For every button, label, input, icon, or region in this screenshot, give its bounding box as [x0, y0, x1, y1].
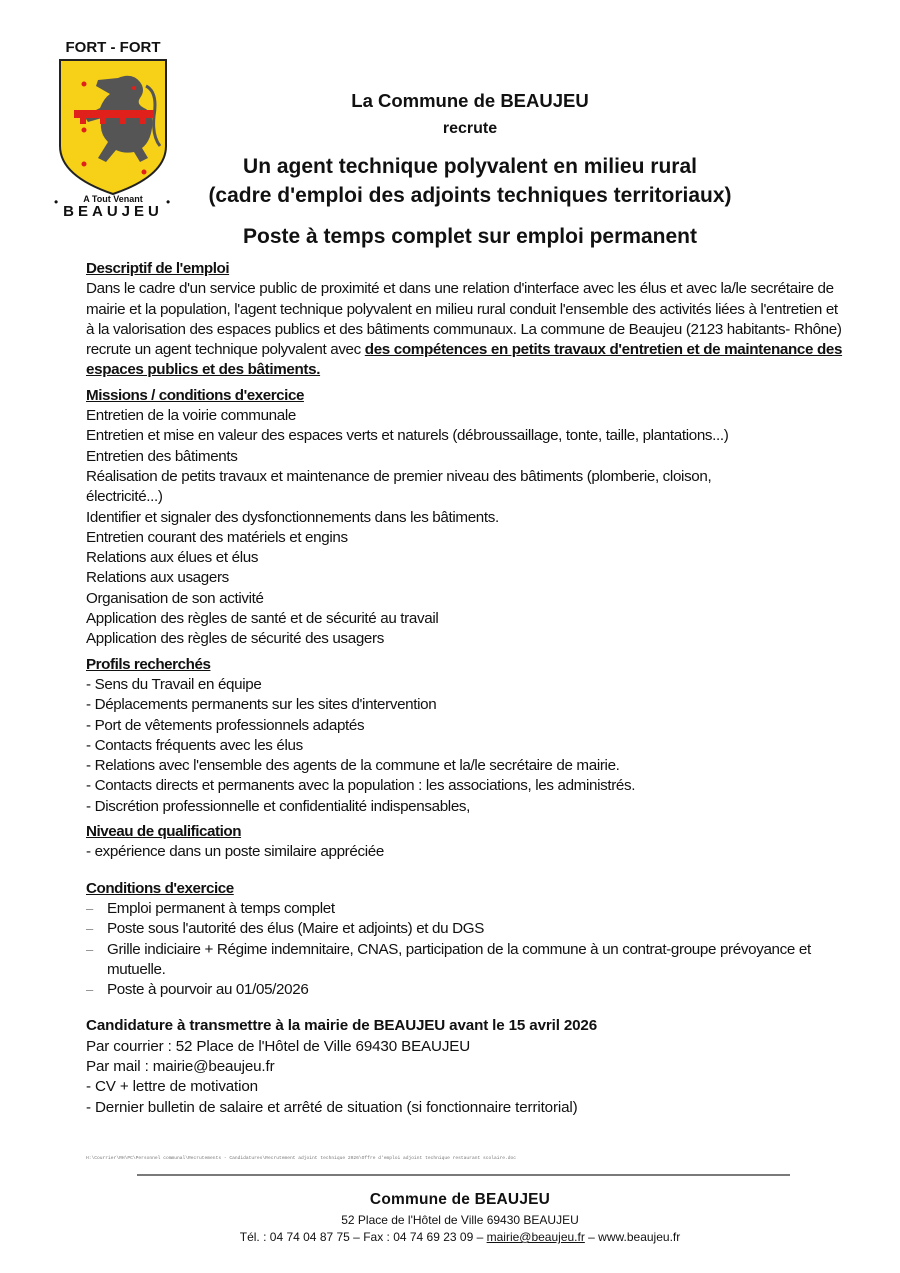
- condition-item: [86, 919, 846, 939]
- qualification-section: [86, 822, 846, 863]
- dash-bullet-icon: –: [86, 900, 93, 916]
- job-title-line2: (cadre d'emploi des adjoints techniques territoriaux): [208, 184, 732, 207]
- candidature-mail: Par mail : mairie@beaujeu.fr: [86, 1057, 275, 1075]
- candidature-doc-item: - Dernier bulletin de salaire et arrêté de situation (si fonctionnaire territorial): [86, 1098, 578, 1116]
- mission-item: Application des règles de santé et de sécurité au travail: [86, 610, 439, 628]
- conditions-title: Conditions d'exercice: [86, 879, 234, 897]
- mission-item: Relations aux élues et élus: [86, 549, 259, 567]
- mission-item: Entretien de la voirie communale: [86, 407, 296, 425]
- footer-tel-fax: Tél. : 04 74 04 87 75 – Fax : 04 74 69 23 09 –: [239, 1230, 487, 1244]
- candidature-section: [86, 1016, 846, 1117]
- document-file-path: H:\Courrier\RH\PC\Personnel communal\Recrutements - Candidatures\Recrutement adjoint technique 2026\Offre d'emploi adjoint technique restaurant scolaire.doc: [86, 1156, 517, 1161]
- profils-section: [86, 655, 846, 817]
- conditions-section: [86, 879, 846, 1001]
- mission-item: Entretien et mise en valeur des espaces verts et naturels (débroussaillage, tonte, taille, plantations...): [86, 427, 729, 445]
- condition-item: [86, 940, 846, 981]
- descriptif-emphasis: des compétences en petits travaux d'entretien et de maintenance des espaces publics et des bâtiments.: [86, 341, 843, 379]
- profil-item: - Discrétion professionnelle et confidentialité indispensables,: [86, 797, 471, 815]
- footer-address: 52 Place de l'Hôtel de Ville 69430 BEAUJEU: [341, 1213, 579, 1227]
- mission-item: Entretien courant des matériels et engins: [86, 528, 348, 546]
- job-title-line1: Un agent technique polyvalent en milieu rural: [243, 155, 697, 178]
- profils-title: Profils recherchés: [86, 655, 211, 673]
- mission-item: Identifier et signaler des dysfonctionnements dans les bâtiments.: [86, 508, 499, 526]
- recrute-label: recrute: [442, 120, 498, 137]
- condition-item: [86, 899, 846, 919]
- mission-item: Réalisation de petits travaux et maintenance de premier niveau des bâtiments (plomberie, cloison, électricité...): [86, 467, 712, 506]
- footer-commune-name: Commune de BEAUJEU: [369, 1191, 551, 1208]
- dash-bullet-icon: –: [86, 921, 93, 937]
- svg-text:A Tout Venant: A Tout Venant: [83, 194, 143, 204]
- dash-bullet-icon: –: [86, 982, 93, 998]
- condition-item: [86, 980, 846, 1000]
- footer-website: – www.beaujeu.fr: [584, 1230, 681, 1244]
- condition-text: Poste à pourvoir au 01/05/2026: [107, 981, 309, 999]
- profil-item: - Relations avec l'ensemble des agents de la commune et la/le secrétaire de mairie.: [86, 757, 620, 775]
- mission-item: Application des règles de sécurité des usagers: [86, 630, 384, 648]
- footer-contact: [200, 1230, 720, 1244]
- svg-text:FORT - FORT: FORT - FORT: [65, 39, 161, 56]
- mission-item: Entretien des bâtiments: [86, 447, 238, 465]
- condition-text: Grille indiciaire + Régime indemnitaire, CNAS, participation de la commune à un contrat-groupe prévoyance et mutuelle.: [107, 940, 811, 978]
- profil-item: - Port de vêtements professionnels adaptés: [86, 716, 365, 734]
- qualification-title: Niveau de qualification: [86, 823, 242, 841]
- descriptif-section: [86, 259, 846, 381]
- missions-section: [86, 386, 846, 650]
- candidature-courrier: Par courrier : 52 Place de l'Hôtel de Ville 69430 BEAUJEU: [86, 1037, 471, 1055]
- footer-divider: [137, 1174, 790, 1176]
- commune-heading: La Commune de BEAUJEU: [351, 90, 589, 111]
- descriptif-paragraph: [86, 279, 846, 380]
- coat-of-arms-icon: [48, 36, 178, 216]
- descriptif-text: Dans le cadre d'un service public de proximité et dans une relation d'interface avec les élus et avec la/le secrétaire de mairie et la population, l'agent technique polyvalent en milieu rural conduit l'ensemble des activités liées à l'entretien et à la valorisation des espaces publics et des bâtiments communaux. La commune de Beaujeu (2123 habitants- Rhône) recrute un agent technique polyvalent avec: [86, 280, 842, 359]
- candidature-title: Candidature à transmettre à la mairie de BEAUJEU avant le 15 avril 2026: [86, 1017, 598, 1035]
- condition-text: Emploi permanent à temps complet: [107, 899, 335, 917]
- svg-text:•: •: [166, 195, 171, 209]
- dash-bullet-icon: –: [86, 941, 93, 957]
- svg-text:BEAUJEU: BEAUJEU: [63, 203, 163, 216]
- mission-item: Organisation de son activité: [86, 589, 264, 607]
- profil-item: - Sens du Travail en équipe: [86, 675, 262, 693]
- beaujeu-coat-of-arms-logo: [48, 36, 178, 216]
- condition-text: Poste sous l'autorité des élus (Maire et adjoints) et du DGS: [107, 920, 484, 938]
- svg-text:•: •: [54, 195, 59, 209]
- document-body: [86, 259, 846, 1118]
- profil-item: - Contacts fréquents avec les élus: [86, 736, 303, 754]
- missions-title: Missions / conditions d'exercice: [86, 386, 304, 404]
- descriptif-title: Descriptif de l'emploi: [86, 260, 230, 277]
- poste-subtitle: Poste à temps complet sur emploi permanent: [243, 225, 697, 248]
- profil-item: - Déplacements permanents sur les sites d'intervention: [86, 696, 437, 714]
- mission-item: Relations aux usagers: [86, 569, 229, 587]
- qualification-item: - expérience dans un poste similaire appréciée: [86, 843, 384, 861]
- profil-item: - Contacts directs et permanents avec la population : les associations, les administrés.: [86, 777, 636, 795]
- candidature-doc-item: - CV + lettre de motivation: [86, 1078, 258, 1096]
- footer-email-link[interactable]: mairie@beaujeu.fr: [486, 1230, 585, 1244]
